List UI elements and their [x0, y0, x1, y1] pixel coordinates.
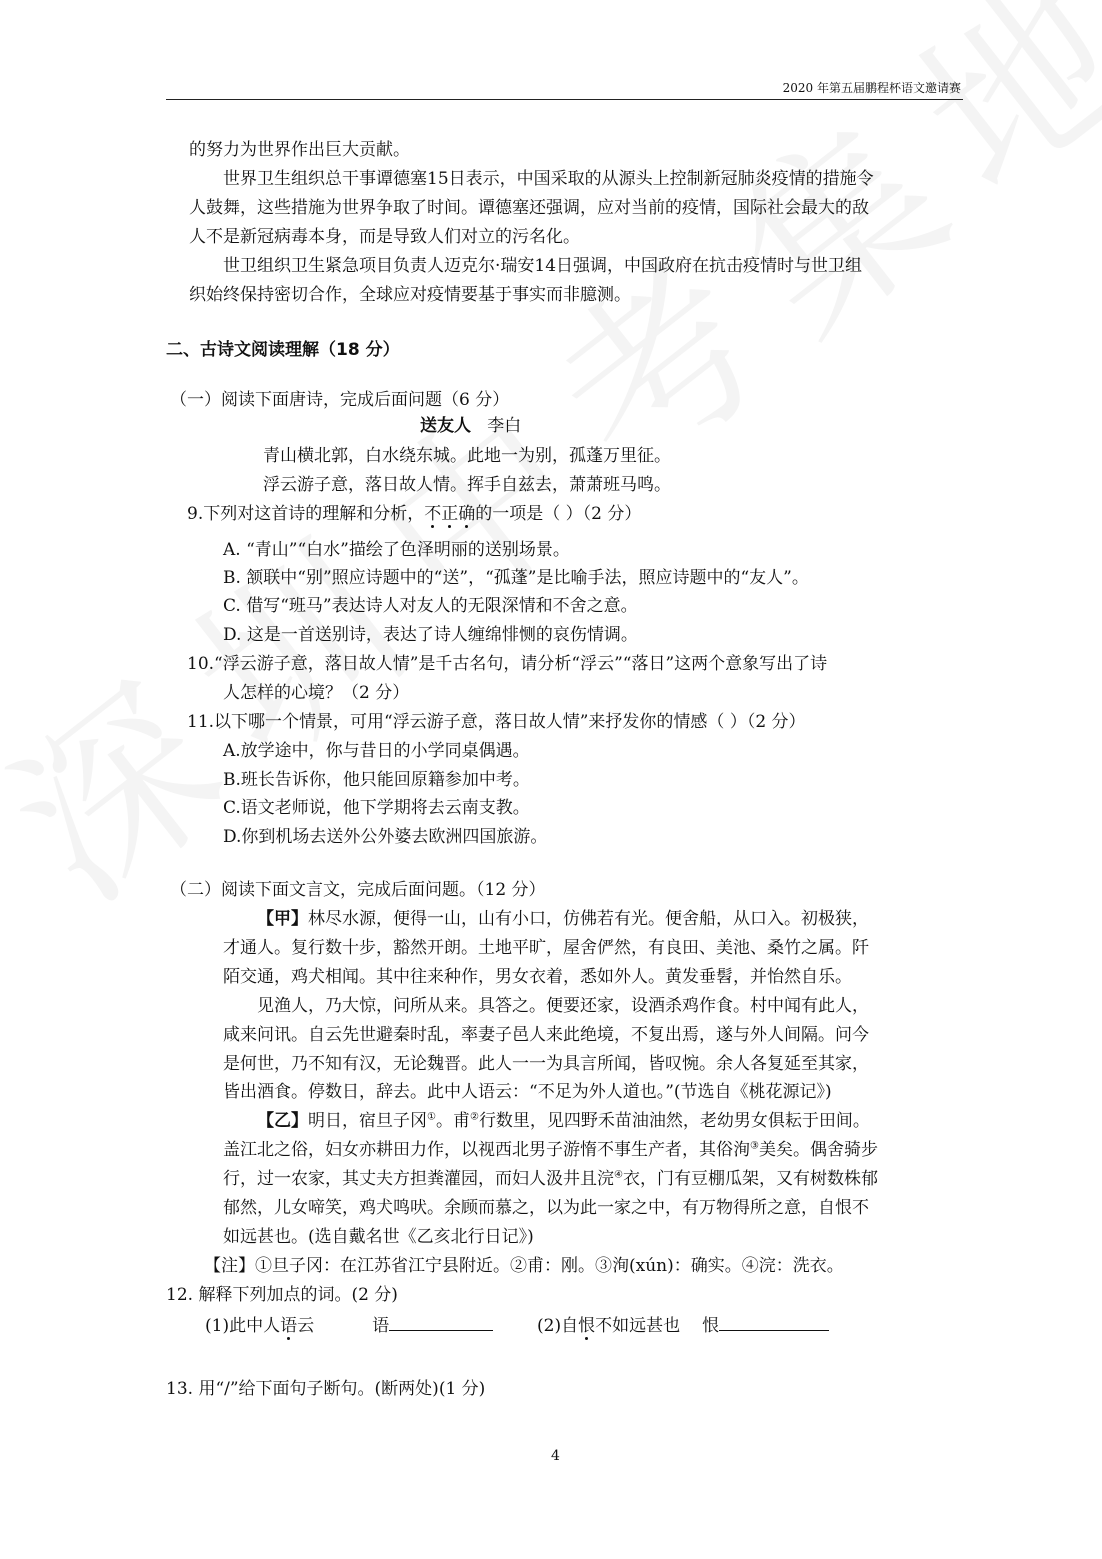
q12-text: 云	[297, 1316, 315, 1336]
passage-jia-line: 见渔人，乃大惊，问所从来。具答之。便要还家，设酒杀鸡作食。村中闻有此人，	[257, 996, 869, 1016]
passage-text: 行，过一农家，其丈夫方担粪灌园，而妇人汲井且浣	[223, 1169, 614, 1189]
passage-jia-line: 咸来问讯。自云先世避秦时乱，率妻子邑人来此绝境，不复出焉，遂与外人间隔。问今	[223, 1025, 869, 1045]
page-number: 4	[551, 1448, 560, 1464]
intro-line: 人不是新冠病毒本身，而是导致人们对立的污名化。	[189, 227, 580, 247]
passage-text: 行数里，见四野禾苗油油然，老幼男女俱耘于田间。	[478, 1111, 870, 1131]
question-10-line: 人怎样的心境？（2 分）	[223, 683, 410, 703]
footnote-marker: ③	[750, 1140, 759, 1152]
poem-line: 青山横北郭，白水绕东城。此地一为别，孤蓬万里征。	[263, 446, 671, 466]
q9-option-a: A. “青山”“白水”描绘了色泽明丽的送别场景。	[223, 540, 570, 560]
q9-option-c: C. 借写“班马”表达诗人对友人的无限深情和不舍之意。	[223, 596, 638, 616]
passage-text: 美矣。偶舍骑步	[758, 1140, 878, 1160]
question-9-stem	[187, 502, 641, 526]
q9-stem-part: 的一项是（ ）（2 分）	[475, 504, 642, 524]
question-13-stem: 13. 用“/”给下面句子断句。(断两处)(1 分)	[166, 1379, 486, 1399]
passage-text: 林尽水源，便得一山，山有小口，仿佛若有光。便舍船，从口入。初极狭，	[308, 909, 869, 929]
watermark	[0, 118, 1102, 1443]
question-10-line: 10.“浮云游子意，落日故人情”是千古名句，请分析“浮云”“落日”这两个意象写出了诗	[187, 654, 828, 674]
q12-item-2	[537, 1312, 829, 1336]
poem-line: 浮云游子意，落日故人情。挥手自兹去，萧萧班马鸣。	[263, 475, 671, 495]
q9-dot-char: 不	[424, 504, 442, 524]
poem-author: 李白	[487, 416, 522, 436]
q12-dot-char: 语	[280, 1316, 298, 1336]
intro-line: 织始终保持密切合作，全球应对疫情要基于事实而非臆测。	[189, 285, 631, 305]
q12-item-1	[205, 1312, 493, 1336]
passage-label: 【甲】	[257, 909, 308, 929]
q11-option-c: C.语文老师说，他下学期将去云南支教。	[223, 798, 530, 818]
header-title: 2020 年第五届鹏程杯语文邀请赛	[782, 81, 961, 95]
passage-label: 【乙】	[257, 1111, 308, 1131]
question-11-stem: 11.以下哪一个情景，可用“浮云游子意，落日故人情”来抒发你的情感（ ）（2 分）	[187, 712, 806, 732]
intro-line: 人鼓舞，这些措施为世界争取了时间。谭德塞还强调，应对当前的疫情，国际社会最大的敌	[189, 198, 869, 218]
answer-blank-1[interactable]	[389, 1312, 493, 1331]
passage-text: 盖江北之俗，妇女亦耕田力作，以视西北男子游惰不事生产者，其俗洵	[223, 1140, 750, 1160]
q9-dot-char: 正	[441, 504, 459, 524]
part2-intro: （二）阅读下面文言文，完成后面问题。（12 分）	[170, 880, 546, 900]
question-12-stem: 12. 解释下列加点的词。(2 分)	[166, 1285, 398, 1305]
passage-text: 衣，门有豆棚瓜架，又有树数株郁	[622, 1169, 878, 1189]
passage-yi-line	[257, 1109, 870, 1133]
passage-jia-line: 是何世，乃不知有汉，无论魏晋。此人一一为具言所闻，皆叹惋。余人各复延至其家，	[223, 1054, 869, 1074]
q9-option-d: D. 这是一首送别诗，表达了诗人缠绵悱恻的哀伤情调。	[223, 625, 638, 645]
passage-text: 明日，宿旦子冈	[308, 1111, 427, 1131]
poem-title: 送友人	[420, 416, 471, 436]
passage-jia-line	[257, 907, 869, 931]
part1-intro: （一）阅读下面唐诗，完成后面问题（6 分）	[170, 390, 510, 410]
q12-text: (2)自	[537, 1316, 579, 1336]
answer-blank-2[interactable]	[719, 1312, 829, 1331]
section-title: 二、古诗文阅读理解（18 分）	[166, 340, 400, 360]
passage-yi-line: 郁然，儿女啼笑，鸡犬鸣吠。余顾而慕之，以为此一家之中，有万物得所之意，自恨不	[223, 1198, 869, 1218]
q12-text: 不如远甚也	[595, 1316, 681, 1336]
passage-yi-line: 如远甚也。(选自戴名世《乙亥北行日记》)	[223, 1227, 534, 1247]
q11-option-a: A.放学途中，你与昔日的小学同桌偶遇。	[223, 741, 530, 761]
footnote-marker: ④	[614, 1169, 623, 1181]
intro-line: 世界卫生组织总干事谭德塞15日表示，中国采取的从源头上控制新冠肺炎疫情的措施令	[223, 169, 874, 189]
q12-dot-char: 恨	[578, 1316, 596, 1336]
passage-yi-line	[223, 1167, 878, 1191]
passage-yi-line	[223, 1138, 878, 1162]
q11-option-b: B.班长告诉你，他只能回原籍参加中考。	[223, 770, 530, 790]
poem-heading	[420, 414, 521, 438]
intro-line: 世卫组织卫生紧急项目负责人迈克尔·瑞安14日强调，中国政府在抗击疫情时与世卫组	[223, 256, 863, 276]
q12-word: 恨	[702, 1316, 720, 1336]
passage-jia-line: 皆出酒食。停数日，辞去。此中人语云：“不足为外人道也。”(节选自《桃花源记》)	[223, 1082, 832, 1102]
footnote-marker: ②	[469, 1111, 479, 1123]
q9-stem-part: 9.下列对这首诗的理解和分析，	[187, 504, 425, 524]
q11-option-d: D.你到机场去送外公外婆去欧洲四国旅游。	[223, 827, 548, 847]
footnote-marker: ①	[427, 1111, 436, 1123]
passage-text: 。甫	[435, 1111, 470, 1131]
annotation-note: 【注】①旦子冈：在江苏省江宁县附近。②甫：刚。③洵(xún)：确实。④浣：洗衣。	[204, 1256, 844, 1276]
passage-jia-line: 陌交通，鸡犬相闻。其中往来种作，男女衣着，悉如外人。黄发垂髫，并怡然自乐。	[223, 967, 852, 987]
q9-option-b: B. 颔联中“别”照应诗题中的“送”，“孤蓬”是比喻手法，照应诗题中的“友人”。	[223, 568, 809, 588]
q12-word: 语	[372, 1316, 390, 1336]
q12-text: (1)此中人	[205, 1316, 281, 1336]
page-header	[166, 77, 963, 100]
q9-dot-char: 确	[458, 504, 476, 524]
passage-jia-line: 才通人。复行数十步，豁然开朗。土地平旷，屋舍俨然，有良田、美池、桑竹之属。阡	[223, 938, 869, 958]
intro-line: 的努力为世界作出巨大贡献。	[189, 140, 410, 160]
